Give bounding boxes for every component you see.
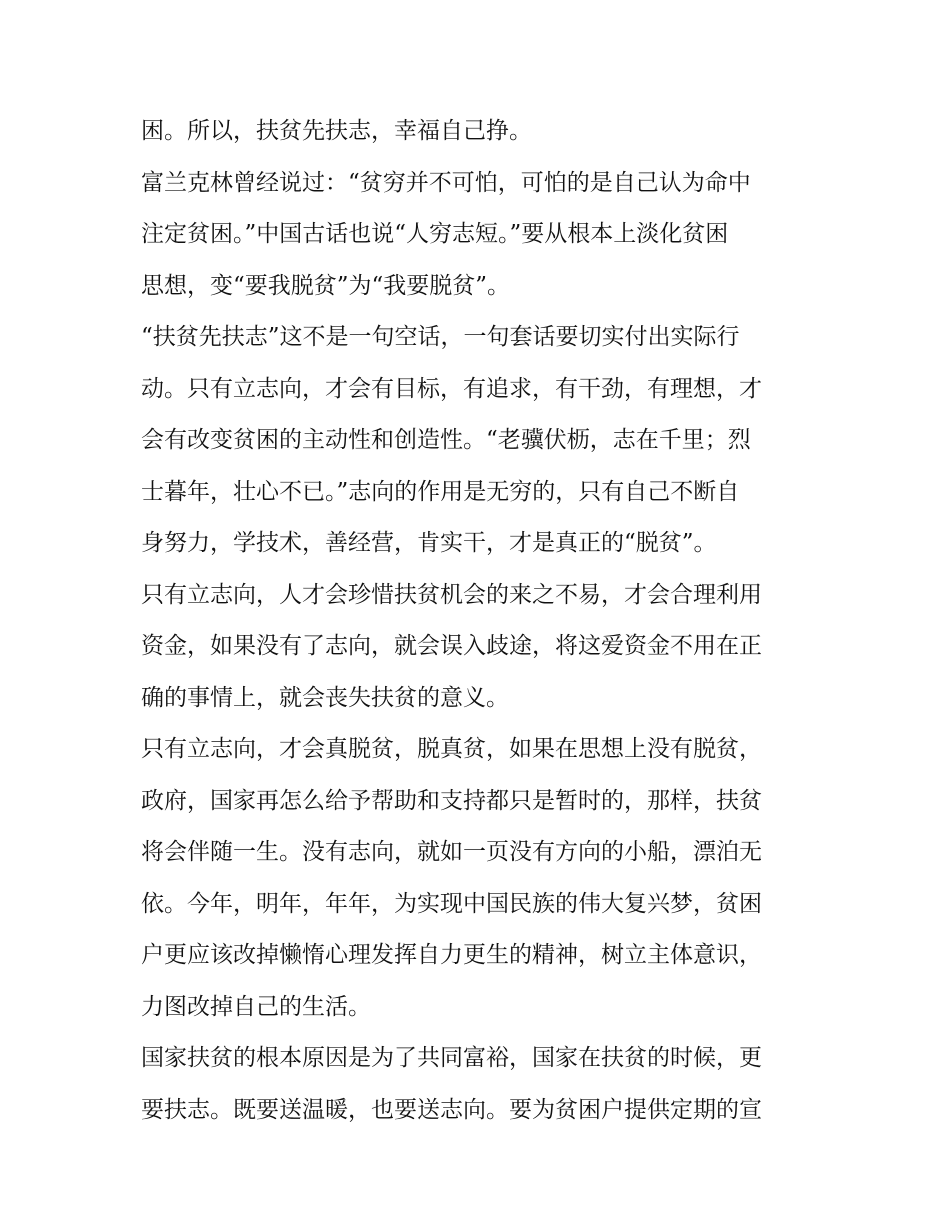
text-line: 动。只有立志向，才会有目标，有追求，有干劲，有理想，才 (141, 375, 762, 402)
text-line: 思想，变“要我脱贫”为“我要脱贫”。 (141, 272, 511, 299)
text-line: 确的事情上，就会丧失扶贫的意义。 (141, 684, 509, 711)
text-line: 只有立志向，才会真脱贫，脱真贫，如果在思想上没有脱贫， (141, 736, 762, 762)
text-line: 困。所以，扶贫先扶志，幸福自己挣。 (141, 118, 532, 144)
text-line: 将会伴随一生。没有志向，就如一页没有方向的小船，漂泊无 (141, 839, 762, 865)
text-line: 要扶志。既要送温暖，也要送志向。要为贫困户提供定期的宣 (141, 1096, 762, 1123)
text-line: 会有改变贫困的主动性和创造性。“老骥伏枥，志在千里；烈 (141, 427, 751, 453)
text-line: 富兰克林曾经说过：“贫穷并不可怕，可怕的是自己认为命中 (141, 169, 751, 196)
text-line: 注定贫困。”中国古话也说“人穷志短。”要从根本上淡化贫困 (141, 221, 729, 247)
text-line: 资金，如果没有了志向，就会误入歧途，将这爱资金不用在正 (141, 633, 762, 659)
text-line: 政府，国家再怎么给予帮助和支持都只是暂时的，那样，扶贫 (141, 787, 762, 814)
text-line: 力图改掉自己的生活。 (141, 993, 371, 1020)
text-line: 身努力，学技术，善经营，肯实干，才是真正的“脱贫”。 (141, 530, 717, 556)
document-body (141, 106, 821, 1136)
text-line: 户更应该改掉懒惰心理发挥自力更生的精神，树立主体意识， (141, 942, 762, 968)
text-line: 士暮年，壮心不已。”志向的作用是无穷的，只有自己不断自 (141, 478, 740, 505)
text-line: 依。今年，明年，年年，为实现中国民族的伟大复兴梦，贫困 (141, 890, 762, 917)
text-line: 只有立志向，人才会珍惜扶贫机会的来之不易，才会合理利用 (141, 581, 762, 608)
text-line: “扶贫先扶志”这不是一句空话，一句套话要切实付出实际行 (141, 324, 740, 350)
text-line: 国家扶贫的根本原因是为了共同富裕，国家在扶贫的时候，更 (141, 1045, 762, 1071)
